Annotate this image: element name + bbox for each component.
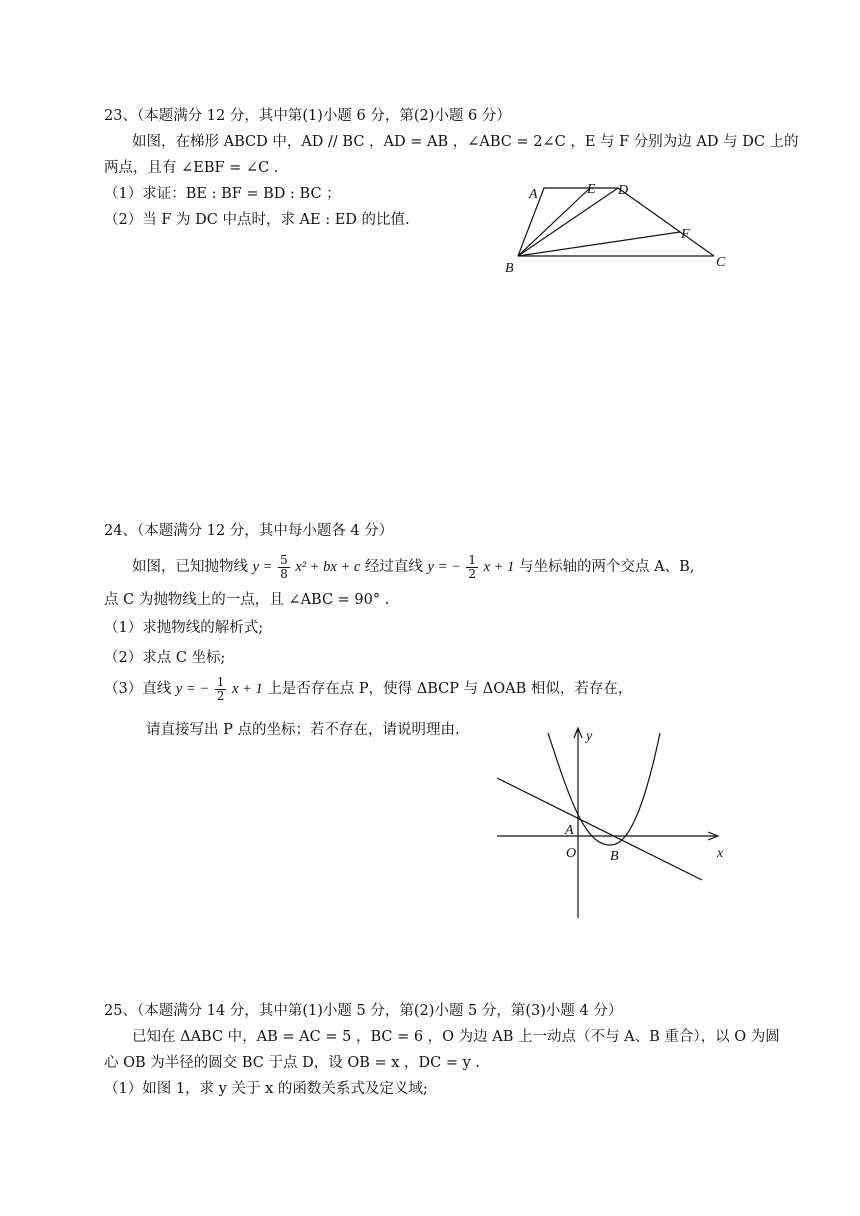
q24-part3-post: 上是否存在点 P，使得 ΔBCP 与 ΔOAB 相似，若存在，: [267, 681, 633, 697]
q24-stem-pre: 如图，已知抛物线: [132, 559, 248, 575]
segment-be: [518, 188, 590, 256]
parabola-rhs: x² + bx + c: [295, 559, 361, 575]
label-b: B: [610, 849, 619, 864]
label-c: C: [716, 255, 726, 270]
label-o: O: [566, 846, 577, 861]
q24-stem-line2: 点 C 为抛物线上的一点，且 ∠ABC = 90° .: [104, 592, 390, 608]
parabola-curve: [548, 733, 660, 845]
line-lhs: y = −: [427, 559, 461, 575]
q24-stem-mid: 经过直线: [364, 559, 423, 575]
line-rhs: x + 1: [483, 559, 515, 575]
parabola-coefficient: $\frac{5}{8}$: [280, 552, 288, 581]
axis-label-x: x: [717, 846, 724, 861]
q24-part1: （1）求抛物线的解析式;: [104, 620, 264, 636]
part3-line-lhs: y = −: [175, 681, 210, 697]
line-coefficient: $\frac{1}{2}$: [468, 552, 477, 581]
q24-header: 24、（本题满分 12 分，其中每小题各 4 分）: [104, 523, 394, 539]
q23-part2: （2）当 F 为 DC 中点时，求 AE : ED 的比值.: [104, 212, 410, 228]
part3-line-rhs: x + 1: [231, 681, 263, 697]
q23-header: 23、（本题满分 12 分，其中第(1)小题 6 分，第(2)小题 6 分）: [104, 108, 511, 124]
q23-stem-line2: 两点，且有 ∠EBF = ∠C .: [104, 160, 279, 176]
q24-stem-line1: [132, 552, 694, 582]
q25-header: 25、（本题满分 14 分，其中第(1)小题 5 分，第(2)小题 5 分，第(3)小题 4 分）: [104, 1003, 623, 1019]
parabola-lhs: y =: [252, 559, 273, 575]
label-f: F: [681, 227, 690, 242]
label-a: A: [565, 823, 574, 838]
q25-part1: （1）如图 1，求 y 关于 x 的函数关系式及定义域;: [104, 1081, 428, 1097]
q24-part3-pre: （3）直线: [104, 681, 172, 697]
q25-stem-line1: 已知在 ΔABC 中，AB = AC = 5 ，BC = 6 ，O 为边 AB 上一动点（不与 A、B 重合），以 O 为圆: [132, 1029, 780, 1045]
q24-stem-post: 与坐标轴的两个交点 A、B,: [519, 559, 695, 575]
edge-dc: [618, 188, 714, 256]
x-axis-arrow: [708, 832, 718, 840]
q23-part1: （1）求证：BE : BF = BD : BC ；: [104, 186, 341, 202]
q24-part3-continued: 请直接写出 P 点的坐标；若不存在，请说明理由.: [146, 722, 460, 738]
label-d: D: [618, 183, 629, 198]
label-a: A: [529, 187, 538, 202]
part3-line-coefficient: $\frac{1}{2}$: [216, 674, 225, 703]
axis-label-y: y: [586, 729, 593, 744]
segment-bd: [518, 188, 618, 256]
q24-part3: [104, 674, 632, 704]
segment-bf: [518, 232, 680, 256]
y-axis-arrow: [574, 728, 582, 738]
label-e: E: [587, 182, 596, 197]
straight-line: [497, 778, 702, 880]
label-b: B: [505, 261, 514, 276]
edge-ab: [518, 188, 544, 256]
q25-stem-line2: 心 OB 为半径的圆交 BC 于点 D，设 OB = x ，DC = y .: [104, 1055, 481, 1071]
q24-part2: （2）求点 C 坐标;: [104, 650, 226, 666]
q23-stem-line1: 如图，在梯形 ABCD 中，AD // BC ，AD = AB ，∠ABC = 2∠C ，E 与 F 分别为边 AD 与 DC 上的: [132, 134, 799, 150]
